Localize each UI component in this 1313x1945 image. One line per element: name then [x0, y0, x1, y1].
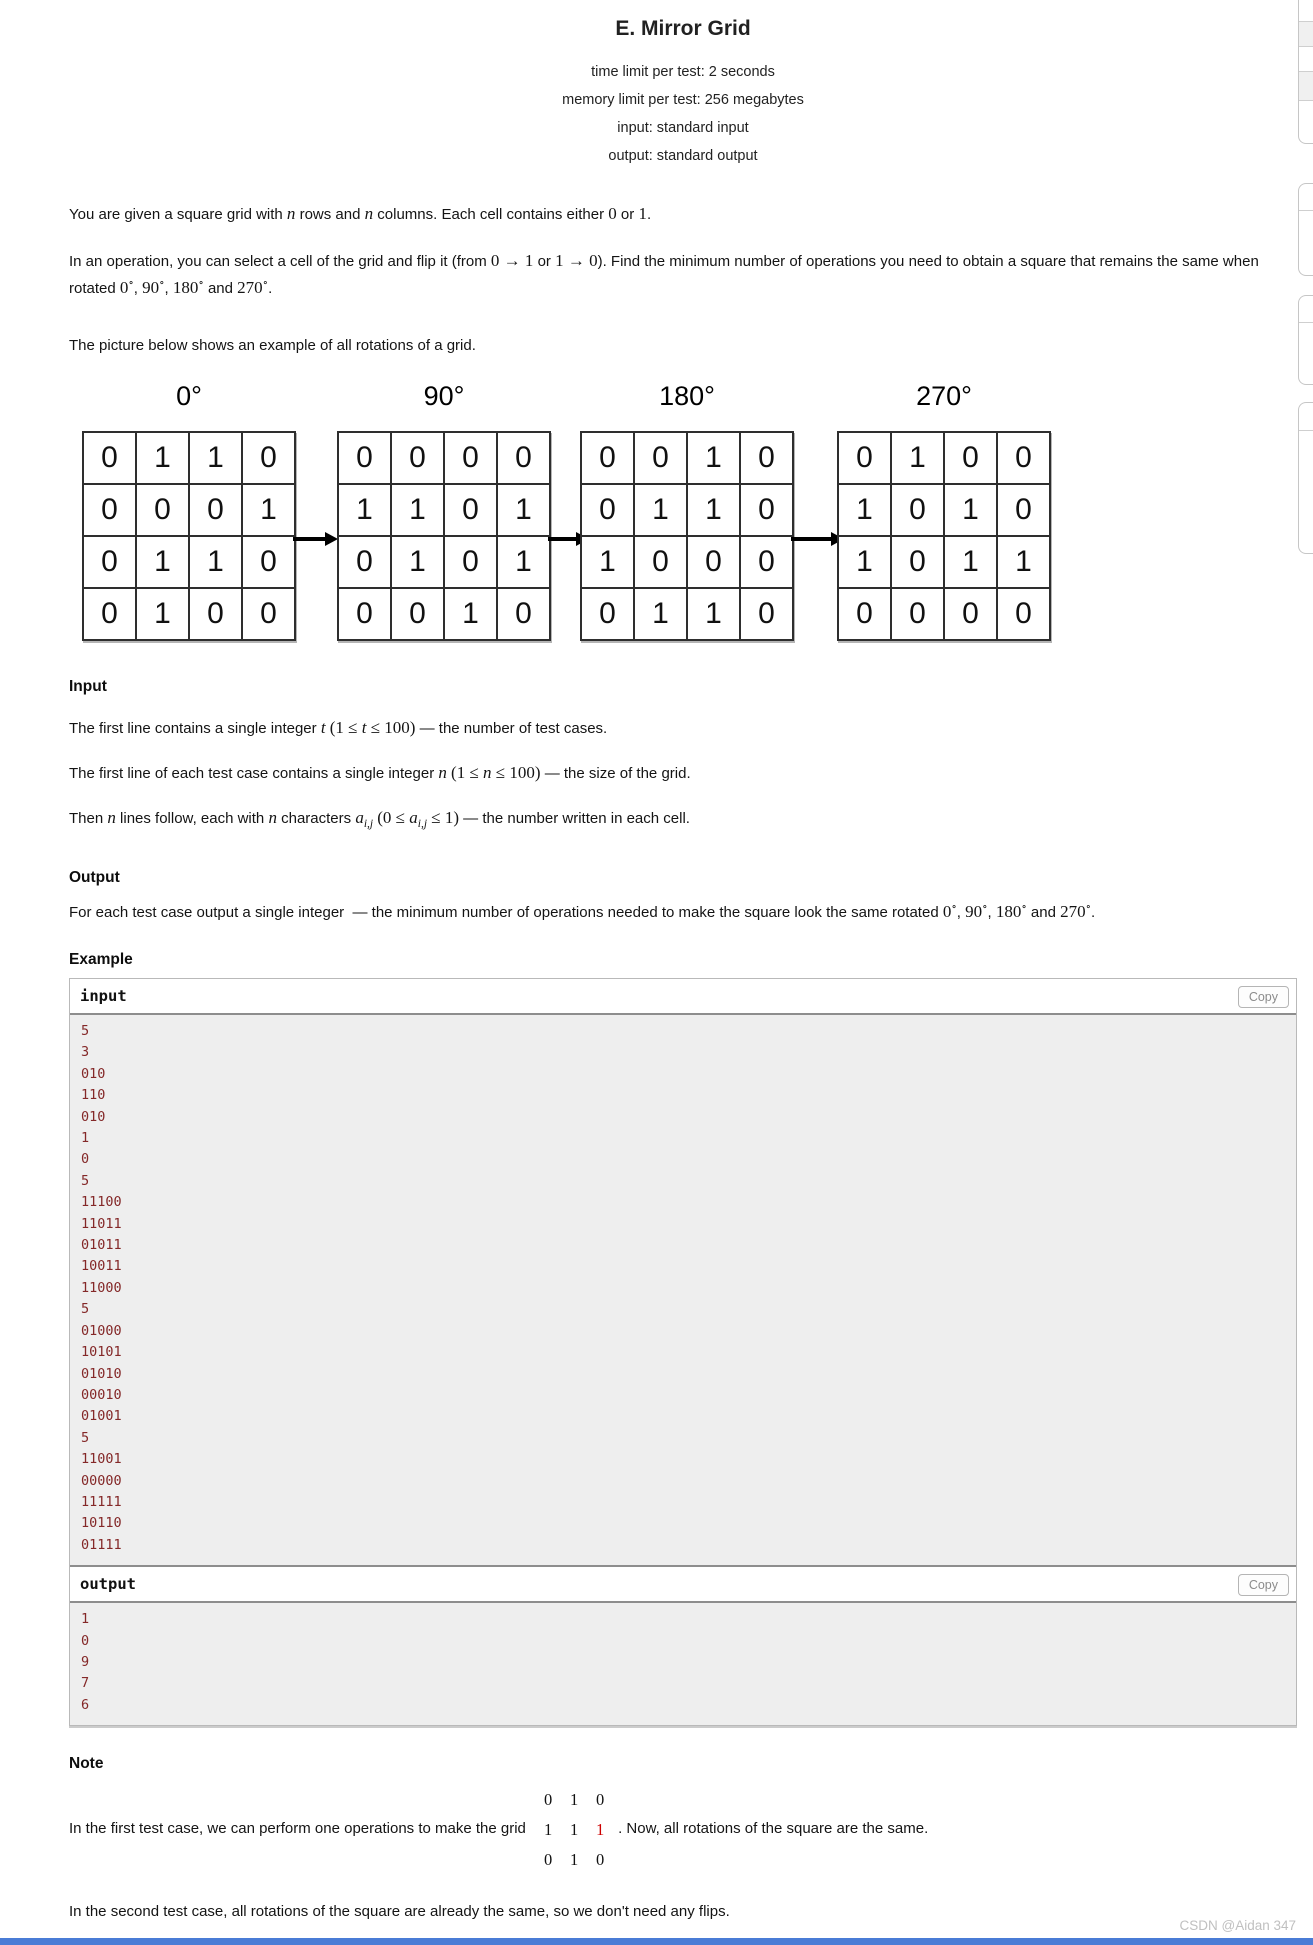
- output-spec: output: standard output: [608, 148, 758, 164]
- floating-toolbar-cutoff-3[interactable]: [1298, 295, 1313, 385]
- example-output-label: output: [80, 1575, 136, 1594]
- copy-output-button[interactable]: Copy: [1238, 1574, 1289, 1596]
- grid-cell: 0: [497, 588, 550, 640]
- matrix-cell: 0: [543, 1789, 553, 1809]
- degree-symbol: ∘: [159, 277, 165, 289]
- code-line: 11000: [81, 1279, 122, 1296]
- grid-180deg: [580, 379, 794, 641]
- matrix-cell: 0: [595, 1849, 605, 1869]
- time-limit: time limit per test: 2 seconds: [591, 64, 775, 80]
- grid-cell: 0: [997, 588, 1050, 640]
- grid-cell: 0: [338, 588, 391, 640]
- text-segment: In an operation, you can select a cell of the grid and flip it (from: [69, 253, 491, 270]
- grid-cell: 0: [391, 588, 444, 640]
- text-segment: ). Find the minimum number of operations you need to obtain a square that remains the same when rotated: [69, 253, 1259, 297]
- rotation-arrow-2: [548, 537, 576, 541]
- grid-cell: 1: [687, 588, 740, 640]
- grid-90deg-label: 90°: [423, 381, 465, 411]
- toolbar-segment-icon[interactable]: [1299, 71, 1313, 101]
- code-line: 1: [81, 1611, 90, 1628]
- grid-cell: 0: [740, 588, 793, 640]
- code-line: 01111: [81, 1536, 122, 1553]
- text-segment: or: [616, 206, 639, 223]
- note-matrix: [535, 1784, 613, 1874]
- math-degree: 0∘: [942, 901, 957, 921]
- matrix-cell: 1: [569, 1849, 579, 1869]
- math-subscript: i,j: [363, 818, 374, 830]
- matrix-cell: 1: [595, 1819, 605, 1839]
- grid-cell: 1: [944, 536, 997, 588]
- degree-symbol: ∘: [982, 901, 988, 913]
- text-segment: .: [646, 206, 652, 223]
- grid-cell: 0: [581, 484, 634, 536]
- grid-cell: 1: [944, 484, 997, 536]
- code-line: 110: [81, 1087, 106, 1104]
- code-line: 3: [81, 1044, 90, 1061]
- text-segment: Then: [69, 810, 108, 827]
- degree-symbol: ∘: [128, 277, 134, 289]
- code-line: 6: [81, 1696, 90, 1713]
- code-line: 5: [81, 1429, 90, 1446]
- example-output-body: [70, 1603, 1296, 1725]
- text-segment: .: [268, 280, 273, 297]
- grid-cell: 0: [444, 432, 497, 484]
- grid-cell: 0: [581, 588, 634, 640]
- math-segment: 1: [638, 204, 647, 223]
- text-segment: and: [203, 280, 238, 297]
- grid-0deg-label: 0°: [176, 381, 202, 411]
- grid-cell: 1: [136, 588, 189, 640]
- matrix-cell: 1: [569, 1819, 579, 1839]
- csdn-watermark: CSDN @Aidan 347: [1179, 1918, 1296, 1933]
- grid-cell: 0: [444, 484, 497, 536]
- math-variable: t: [320, 718, 326, 737]
- code-line: 1: [81, 1130, 90, 1147]
- grid-270deg-table: [837, 431, 1051, 641]
- math-variable: n: [268, 808, 277, 827]
- math-segment: 0 → 1: [490, 251, 534, 270]
- grid-cell: 1: [581, 536, 634, 588]
- code-line: 10011: [81, 1258, 122, 1275]
- grid-cell: 1: [338, 484, 391, 536]
- text-segment: columns. Each cell contains either: [373, 206, 609, 223]
- example-input-header: [70, 979, 1296, 1015]
- grid-180deg-table: [580, 431, 794, 641]
- rotations-figure: [69, 379, 1297, 647]
- text-segment: The first line contains a single integer: [69, 720, 321, 737]
- grid-cell: 1: [838, 484, 891, 536]
- grid-cell: 0: [997, 432, 1050, 484]
- output-paragraph: [69, 896, 1297, 928]
- toolbar-segment-icon[interactable]: [1299, 21, 1313, 47]
- grid-cell: 0: [242, 536, 295, 588]
- example-input-label: input: [80, 987, 127, 1005]
- grid-cell: 0: [944, 432, 997, 484]
- statement-paragraph-2: [69, 248, 1297, 302]
- note-paragraph-2: In the second test case, all rotations of the square are already the same, so we don't need any flips.: [69, 1903, 730, 1921]
- memory-limit: memory limit per test: 256 megabytes: [562, 92, 804, 108]
- math-degree: 90∘: [965, 901, 988, 921]
- footer-accent-bar: [0, 1938, 1313, 1945]
- grid-cell: 0: [634, 432, 687, 484]
- grid-cell: 0: [497, 432, 550, 484]
- grid-cell: 0: [944, 588, 997, 640]
- text-segment: characters: [276, 810, 356, 827]
- math-degree: 270∘: [1060, 901, 1092, 921]
- math-segment: 0: [608, 204, 617, 223]
- toolbar-divider: [1299, 430, 1313, 431]
- code-line: 9: [81, 1653, 90, 1670]
- math-segment: ≤ 100): [491, 763, 541, 782]
- text-segment: ,: [133, 280, 143, 297]
- math-degree: 180∘: [995, 901, 1027, 921]
- grid-cell: 0: [83, 588, 136, 640]
- text-segment: The picture below shows an example of all rotations of a grid.: [69, 337, 476, 354]
- code-line: 11111: [81, 1493, 122, 1510]
- grid-cell: 0: [581, 432, 634, 484]
- matrix-cell: 0: [595, 1789, 605, 1809]
- math-variable: a: [409, 808, 418, 827]
- text-segment: ,: [987, 904, 996, 921]
- input-paragraph-2: [69, 759, 1297, 787]
- input-spec: input: standard input: [617, 120, 749, 136]
- text-segment: lines follow, each with: [115, 810, 269, 827]
- grid-cell: 0: [838, 588, 891, 640]
- code-line: 7: [81, 1675, 90, 1692]
- grid-cell: 0: [242, 432, 295, 484]
- grid-0deg: [82, 379, 296, 641]
- grid-cell: 0: [136, 484, 189, 536]
- example-output-header: [70, 1567, 1296, 1603]
- grid-cell: 0: [242, 588, 295, 640]
- text-segment: — the number of test cases.: [415, 720, 608, 737]
- grid-cell: 1: [189, 432, 242, 484]
- text-segment: In the first test case, we can perform one operations to make the grid: [69, 1820, 531, 1838]
- grid-cell: 0: [687, 536, 740, 588]
- statement-paragraph-1: [69, 202, 1297, 226]
- text-segment: rows and: [295, 206, 365, 223]
- grid-cell: 0: [83, 484, 136, 536]
- degree-symbol: ∘: [1021, 901, 1027, 913]
- grid-180deg-label: 180°: [659, 381, 715, 411]
- text-segment: .: [1091, 904, 1096, 921]
- grid-cell: 0: [634, 536, 687, 588]
- grid-cell: 0: [338, 432, 391, 484]
- floating-toolbar-cutoff-2[interactable]: [1298, 183, 1313, 276]
- grid-90deg: [337, 379, 551, 641]
- toolbar-divider: [1299, 322, 1313, 323]
- rotation-arrow-1: [293, 537, 325, 541]
- note-paragraph-1: [69, 1784, 1297, 1874]
- math-segment: (1 ≤: [329, 718, 362, 737]
- code-line: 0: [81, 1151, 90, 1168]
- grid-cell: 1: [838, 536, 891, 588]
- grid-cell: 1: [391, 536, 444, 588]
- degree-symbol: ∘: [198, 277, 204, 289]
- code-line: 00000: [81, 1472, 122, 1489]
- grid-cell: 0: [83, 432, 136, 484]
- matrix-cell: 1: [569, 1789, 579, 1809]
- grid-270deg-label: 270°: [916, 381, 972, 411]
- grid-cell: 0: [838, 432, 891, 484]
- code-line: 01000: [81, 1322, 122, 1339]
- input-paragraph-1: [69, 714, 1297, 742]
- statement-paragraph-3: [69, 334, 1297, 357]
- grid-cell: 1: [242, 484, 295, 536]
- text-segment: . Now, all rotations of the square are the same.: [618, 1820, 929, 1838]
- grid-cell: 1: [997, 536, 1050, 588]
- copy-input-button[interactable]: Copy: [1238, 986, 1289, 1008]
- grid-cell: 0: [891, 536, 944, 588]
- text-segment: or: [533, 253, 556, 270]
- text-segment: You are given a square grid with: [69, 206, 287, 223]
- math-degree: 180∘: [172, 277, 204, 297]
- example-tests-box: [69, 978, 1297, 1726]
- code-line: 5: [81, 1023, 90, 1039]
- floating-toolbar-cutoff-4[interactable]: [1298, 402, 1313, 554]
- grid-cell: 1: [391, 484, 444, 536]
- example-input-body: [70, 1015, 1296, 1567]
- math-variable: n: [107, 808, 116, 827]
- matrix-cell: 0: [543, 1849, 553, 1869]
- code-line: 01001: [81, 1408, 122, 1425]
- rotation-arrow-3: [791, 537, 831, 541]
- code-line: 010: [81, 1108, 106, 1125]
- grid-cell: 0: [391, 432, 444, 484]
- math-variable: n: [364, 204, 374, 223]
- output-section-heading: Output: [69, 869, 120, 886]
- code-line: 5: [81, 1301, 90, 1318]
- grid-cell: 1: [687, 432, 740, 484]
- input-paragraph-3: [69, 804, 1297, 838]
- grid-cell: 0: [444, 536, 497, 588]
- input-section-heading: Input: [69, 678, 107, 695]
- grid-cell: 1: [136, 432, 189, 484]
- math-segment: ≤ 1): [427, 808, 460, 827]
- math-variable: n: [286, 204, 296, 223]
- code-line: 01011: [81, 1237, 122, 1254]
- text-segment: — the number written in each cell.: [459, 810, 690, 827]
- degree-symbol: ∘: [951, 901, 957, 913]
- code-line: 11001: [81, 1451, 122, 1468]
- toolbar-divider: [1299, 210, 1313, 211]
- math-degree: 90∘: [142, 277, 165, 297]
- grid-cell: 0: [740, 484, 793, 536]
- code-line: 01010: [81, 1365, 122, 1382]
- note-section-heading: Note: [69, 1755, 104, 1773]
- grid-cell: 0: [740, 432, 793, 484]
- code-line: 00010: [81, 1386, 122, 1403]
- grid-cell: 1: [136, 536, 189, 588]
- grid-cell: 1: [189, 536, 242, 588]
- code-line: 11100: [81, 1194, 122, 1211]
- math-subscript: i,j: [417, 818, 428, 830]
- grid-cell: 1: [497, 536, 550, 588]
- grid-cell: 0: [189, 484, 242, 536]
- text-segment: ,: [956, 904, 966, 921]
- problem-limits: [69, 58, 1297, 170]
- grid-cell: 1: [497, 484, 550, 536]
- code-line: 10101: [81, 1344, 122, 1361]
- text-segment: and: [1026, 904, 1061, 921]
- math-degree: 0∘: [119, 277, 134, 297]
- grid-90deg-table: [337, 431, 551, 641]
- code-line: 5: [81, 1172, 90, 1189]
- math-variable: n: [438, 763, 447, 782]
- math-variable: a: [355, 808, 364, 827]
- floating-toolbar-cutoff-1[interactable]: [1298, 0, 1313, 144]
- code-line: 10110: [81, 1515, 122, 1532]
- degree-symbol: ∘: [1085, 901, 1092, 913]
- grid-cell: 0: [891, 588, 944, 640]
- grid-cell: 0: [740, 536, 793, 588]
- math-variable: t: [361, 718, 367, 737]
- code-line: 11011: [81, 1215, 122, 1232]
- math-segment: ≤ 100): [366, 718, 416, 737]
- grid-cell: 1: [687, 484, 740, 536]
- grid-cell: 0: [338, 536, 391, 588]
- grid-cell: 0: [997, 484, 1050, 536]
- code-line: 010: [81, 1065, 106, 1082]
- math-degree: 270∘: [237, 277, 269, 297]
- text-segment: ,: [164, 280, 173, 297]
- math-segment: (0 ≤: [377, 808, 410, 827]
- grid-cell: 0: [83, 536, 136, 588]
- grid-cell: 1: [891, 432, 944, 484]
- math-variable: n: [483, 763, 492, 782]
- grid-cell: 1: [444, 588, 497, 640]
- grid-cell: 1: [634, 588, 687, 640]
- grid-cell: 0: [189, 588, 242, 640]
- text-segment: For each test case output a single integer — the minimum number of operations needed to make the square look the same rotated: [69, 904, 943, 921]
- grid-cell: 0: [891, 484, 944, 536]
- grid-0deg-table: [82, 431, 296, 641]
- grid-270deg: [837, 379, 1051, 641]
- matrix-cell: 1: [543, 1819, 553, 1839]
- grid-cell: 1: [634, 484, 687, 536]
- text-segment: The first line of each test case contains a single integer: [69, 765, 439, 782]
- problem-title: E. Mirror Grid: [615, 17, 751, 40]
- degree-symbol: ∘: [262, 277, 269, 289]
- math-segment: (1 ≤: [451, 763, 484, 782]
- math-segment: 1 → 0: [555, 251, 598, 270]
- text-segment: — the size of the grid.: [540, 765, 691, 782]
- code-line: 0: [81, 1632, 90, 1649]
- example-section-heading: Example: [69, 951, 133, 968]
